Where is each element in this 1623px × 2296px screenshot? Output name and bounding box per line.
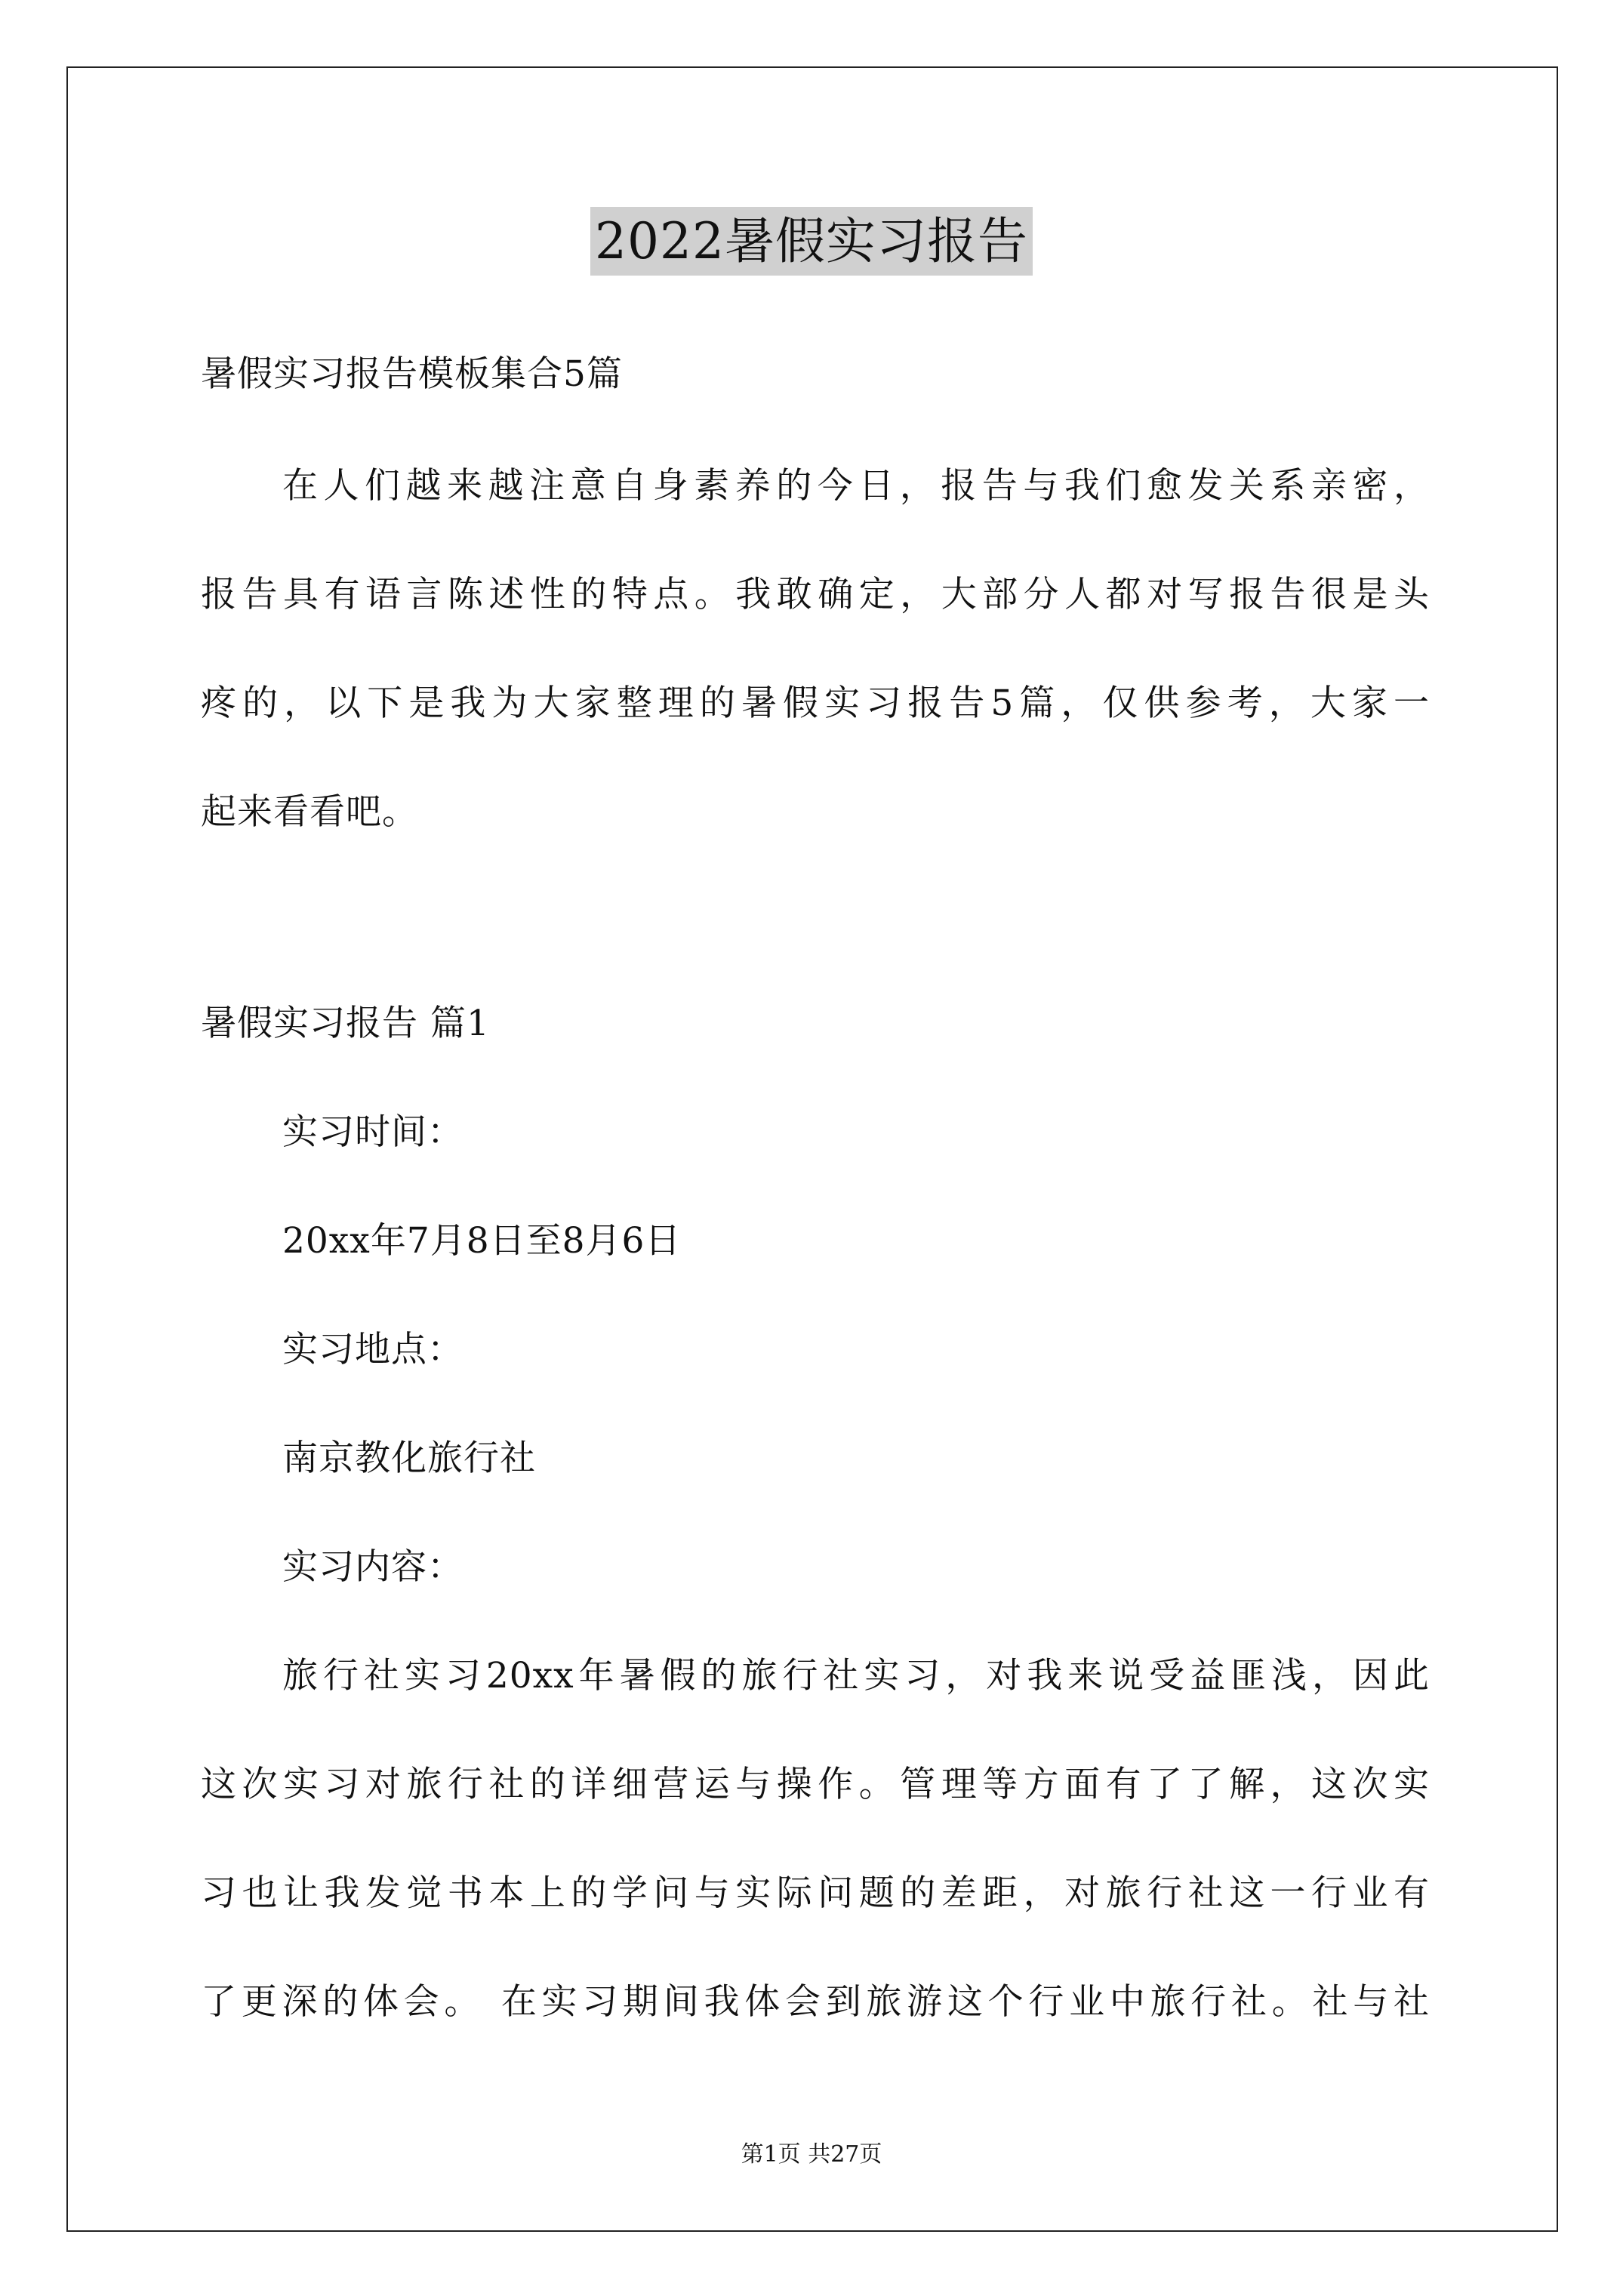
body-line-3: 习也让我发觉书本上的学问与实际问题的差距，对旅行社这一行业有 — [201, 1872, 1430, 1914]
section-heading: 暑假实习报告 篇1 — [201, 1003, 490, 1044]
body-line-2: 这次实习对旅行社的详细营运与操作。管理等方面有了了解，这次实 — [201, 1764, 1430, 1805]
body-line-1: 旅行社实习20xx年暑假的旅行社实习，对我来说受益匪浅，因此 — [282, 1655, 1430, 1697]
page-footer: 第1页 共27页 — [741, 2141, 882, 2168]
field-internship-content-label: 实习内容： — [282, 1546, 463, 1588]
document-title: 2022暑假实习报告 — [590, 207, 1033, 276]
document-subtitle: 暑假实习报告模板集合5篇 — [201, 353, 623, 395]
intro-line-1: 在人们越来越注意自身素养的今日，报告与我们愈发关系亲密， — [282, 465, 1430, 507]
title-container — [0, 207, 1623, 276]
field-internship-location-value: 南京教化旅行社 — [282, 1438, 536, 1479]
field-internship-time-value: 20xx年7月8日至8月6日 — [282, 1220, 682, 1262]
intro-line-4: 起来看看吧。 — [201, 791, 418, 833]
intro-line-3: 疼的，以下是我为大家整理的暑假实习报告5篇，仅供参考，大家一 — [201, 683, 1430, 724]
field-internship-time-label: 实习时间： — [282, 1111, 463, 1153]
field-internship-location-label: 实习地点： — [282, 1329, 463, 1370]
body-line-4: 了更深的体会。 在实习期间我体会到旅游这个行业中旅行社。社与社 — [201, 1981, 1430, 2023]
intro-line-2: 报告具有语言陈述性的特点。我敢确定，大部分人都对写报告很是头 — [201, 574, 1430, 615]
